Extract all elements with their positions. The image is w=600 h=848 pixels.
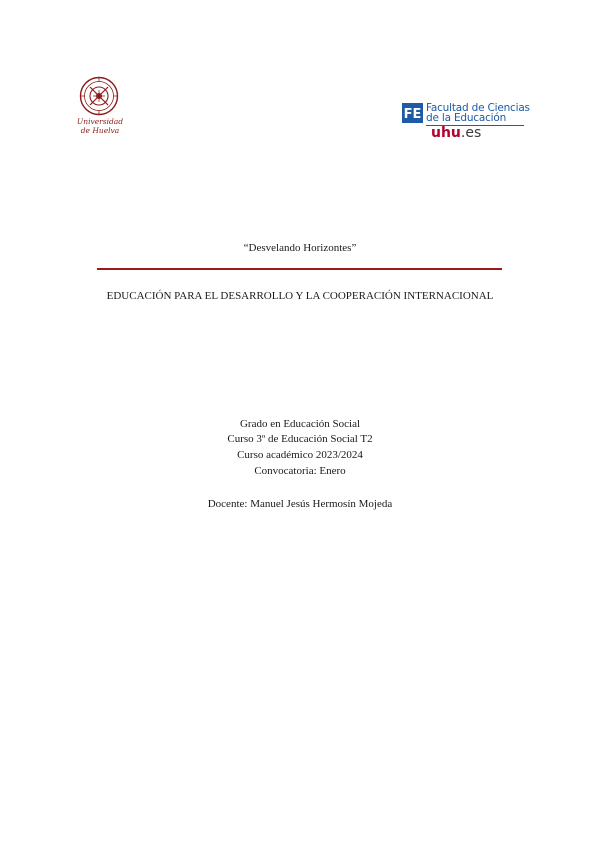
degree-line: Grado en Educación Social xyxy=(239,418,361,430)
uhu-brand-name: uhu xyxy=(431,125,461,141)
course-line: Curso 3º de Educación Social T2 xyxy=(227,433,373,445)
fe-mark-text: FE xyxy=(403,107,422,122)
university-seal-icon xyxy=(79,76,119,116)
academic-year-line: Curso académico 2023/2024 xyxy=(237,449,363,461)
university-name-line2: de Huelva xyxy=(80,126,120,135)
faculty-name-line2: de la Educación xyxy=(426,112,507,124)
faculty-name-line1: Facultad de Ciencias xyxy=(426,102,530,114)
title-divider xyxy=(97,268,502,270)
fe-mark-icon xyxy=(402,103,423,123)
university-name-line1: Universidad xyxy=(76,117,124,126)
document-subtitle: “Desvelando Horizontes” xyxy=(243,242,357,254)
university-logo xyxy=(74,76,126,140)
uhu-brand-domain: .es xyxy=(460,125,482,141)
faculty-logo xyxy=(402,102,530,143)
uhu-brand xyxy=(431,125,481,141)
document-title: EDUCACIÓN PARA EL DESARROLLO Y LA COOPERACIÓN INTERNACIONAL xyxy=(106,290,494,302)
exam-call-line: Convocatoria: Enero xyxy=(254,465,346,477)
teacher-line: Docente: Manuel Jesús Hermosín Mojeda xyxy=(207,498,393,510)
